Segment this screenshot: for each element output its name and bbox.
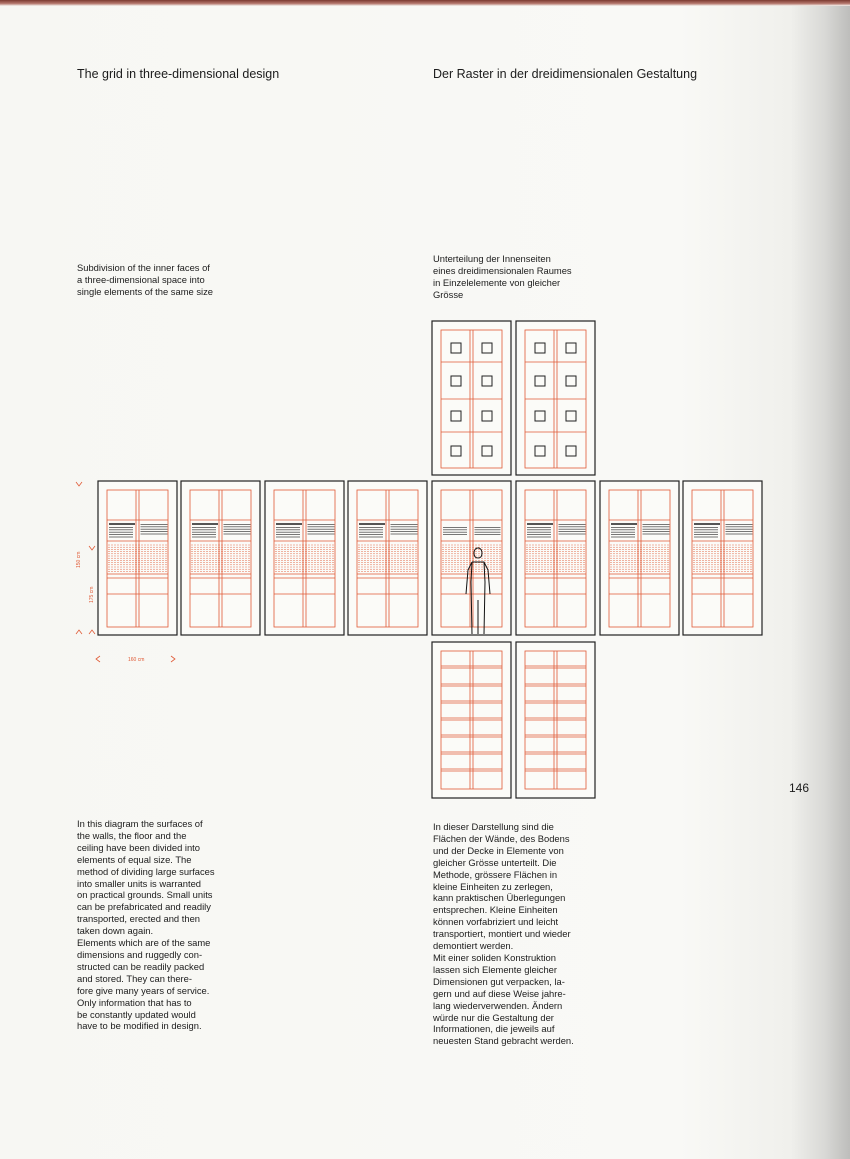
german-title: Der Raster in der dreidimensionalen Gestaltung <box>433 67 698 81</box>
wall-panel <box>683 481 762 635</box>
wall-panel <box>98 481 177 635</box>
text-bar <box>276 523 302 525</box>
ceiling-panel <box>516 321 595 475</box>
width-label-160: 160 cm <box>128 657 145 663</box>
text-bar <box>192 523 218 525</box>
german-caption: Unterteilung der Innenseiten eines dreidimensionalen Raumes in Einzelelemente von gleicher Grösse <box>433 253 572 300</box>
wall-panel <box>181 481 260 635</box>
floor-panel <box>516 642 595 798</box>
english-title: The grid in three-dimensional design <box>77 67 280 81</box>
floor-panel <box>432 642 511 798</box>
text-bar <box>527 523 553 525</box>
german-body-text: In dieser Darstellung sind die Flächen der Wände, des Bodens und der Decke in Elemente von gleicher Grösse unterteilt. Die Methode, grössere Flächen in kleine Einheiten zu zerlegen, kann praktischen Überlegungen entsprechen. Kleine Einheiten können vorfabriziert und leicht transportiert, montiert und wieder demontiert werden. Mit einer soliden Konstruktion lassen sich Elemente gleicher Dimensionen gut verpacken, la- gern und auf diese Weise jahre- lang wiederverwenden. Ändern würde nur die Gestaltung der Informationen, die jeweils auf neuesten Stand gebracht werden. <box>433 821 574 1047</box>
wall-panel <box>516 481 595 635</box>
text-bar <box>109 523 135 525</box>
height-label-175: 175 cm <box>89 586 95 603</box>
text-bar <box>694 523 720 525</box>
english-body-text: In this diagram the surfaces of the walls, the floor and the ceiling have been divided into elements of equal size. The method of dividing large surfaces into smaller units is warranted on practical grounds. Small units can be prefabricated and readily transported, erected and then taken down again. Elements which are of the same dimensions and ruggedly con- structed can be readily packed and stored. They can there- fore give many years of service. Only information that has to be constantly updated would have to be modified in design. <box>77 818 215 1032</box>
wall-panel <box>600 481 679 635</box>
text-bar <box>359 523 385 525</box>
height-label-150: 150 cm <box>76 551 82 568</box>
wall-panel <box>265 481 344 635</box>
page-number: 146 <box>789 781 810 795</box>
ceiling-panel <box>432 321 511 475</box>
text-bar <box>611 523 637 525</box>
wall-panel <box>348 481 427 635</box>
english-caption: Subdivision of the inner faces of a three-dimensional space into single elements of the same size <box>77 262 214 297</box>
